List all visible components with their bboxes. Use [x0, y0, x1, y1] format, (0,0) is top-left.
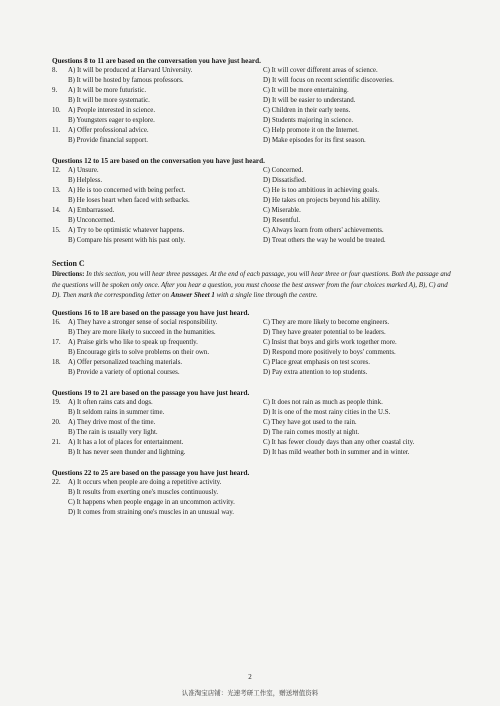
question-group-16-18 — [52, 318, 456, 378]
question-row: C) It happens when people engage in an uncommon activity. — [68, 498, 235, 506]
question-row: 14. A) Embarrassed. C) Miserable. — [52, 207, 301, 214]
directions — [52, 270, 456, 302]
question-row: B) They are more likely to succeed in the humanities. D) They have greater potential to be leaders. — [68, 328, 386, 336]
question-row: B) Provide a variety of optional courses. D) Pay extra attention to top students. — [68, 368, 368, 376]
directions-text: In this section, you will hear three passages. At the end of each passage, you will hear three or four questions. Both the passage and the questions will be spoken only once. After you hear a question, you must choose the best answer from the four choices marked A), B), C) and D). Then mark the corresponding letter on — [52, 271, 451, 299]
question-row: 22. A) It occurs when people are doing a repetitive activity. — [52, 478, 222, 486]
question-row: B) Unconcerned. D) Resentful. — [68, 217, 301, 224]
question-row: 19. A) It often rains cats and dogs. C) It does not rain as much as people think. — [52, 398, 383, 406]
question-row: 13. A) He is too concerned with being perfect. C) He is too ambitious in achieving goals. — [52, 187, 379, 194]
question-group-heading: Questions 12 to 15 are based on the conversation you have just heard. — [52, 157, 265, 165]
question-row: B) Helpless. D) Dissatisfied. — [68, 177, 307, 184]
page-number: 2 — [248, 673, 252, 681]
question-row: 10. A) People interested in science. C) Children in their early teens. — [52, 107, 351, 114]
question-group-8-11 — [52, 66, 456, 146]
directions-label: Directions: — [52, 271, 85, 278]
question-row: 18. A) Offer personalized teaching materials. C) Place great emphasis on test scores. — [52, 358, 370, 366]
question-row: D) It comes from straining one's muscles in an unusual way. — [68, 508, 234, 516]
question-row: 9. A) It will be more futuristic. C) It will be more entertaining. — [52, 87, 349, 94]
question-group-19-21 — [52, 398, 456, 458]
question-row: B) It results from exerting one's muscles continuously. — [68, 488, 219, 496]
question-row: B) Youngsters eager to explore. D) Students majoring in science. — [68, 117, 354, 124]
question-row: 21. A) It has a lot of places for entertainment. C) It has fewer cloudy days than any other coastal city. — [52, 438, 415, 446]
question-row: B) He loses heart when faced with setbacks. D) He takes on projects beyond his ability. — [68, 197, 381, 204]
question-row: 11. A) Offer professional advice. C) Help promote it on the Internet. — [52, 127, 359, 134]
question-group-heading: Questions 16 to 18 are based on the passage you have just heard. — [52, 308, 250, 317]
question-group-heading: Questions 22 to 25 are based on the passage you have just heard. — [52, 468, 250, 477]
question-row: 20. A) They drive most of the time. C) They have got used to the rain. — [52, 418, 357, 426]
question-row: 17. A) Praise girls who like to speak up frequently. C) Insist that boys and girls work together more. — [52, 338, 397, 346]
question-row: B) It has never seen thunder and lightning. D) It has mild weather both in summer and in winter. — [68, 448, 410, 456]
question-group-heading: Questions 8 to 11 are based on the conversation you have just heard. — [52, 57, 261, 65]
question-group-22-25 — [52, 478, 456, 518]
footer-watermark: 认准淘宝店铺：光速考研工作室，赠送增值资料 — [181, 689, 319, 697]
question-row: B) It will be more systematic. D) It will be easier to understand. — [68, 97, 356, 104]
question-row: 12. A) Unsure. C) Concerned. — [52, 167, 304, 174]
answer-sheet-ref: Answer Sheet 1 — [170, 292, 215, 299]
question-group-heading: Questions 19 to 21 are based on the passage you have just heard. — [52, 388, 250, 397]
question-row: B) It seldom rains in summer time. D) It is one of the most rainy cities in the U.S. — [68, 408, 391, 416]
question-row: B) Provide financial support. D) Make episodes for its first season. — [68, 137, 366, 144]
question-row: 16. A) They have a stronger sense of social responsibility. C) They are more likely to become engineers. — [52, 318, 390, 326]
question-row: 8. A) It will be produced at Harvard University. C) It will cover different areas of science. — [52, 67, 378, 74]
question-row: B) It will be hosted by famous professors. D) It will focus on recent scientific discoveries. — [68, 77, 394, 84]
question-row: B) Encourage girls to solve problems on their own. D) Respond more positively to boys' comments. — [68, 348, 396, 356]
directions-tail: with a single line through the centre. — [216, 292, 318, 299]
question-group-12-15 — [52, 166, 456, 246]
section-title: Section C — [52, 259, 85, 268]
question-row: 15. A) Try to be optimistic whatever happens. C) Always learn from others' achievements. — [52, 227, 384, 234]
question-row: B) The rain is usually very light. D) The rain comes mostly at night. — [68, 428, 360, 436]
question-row: B) Compare his present with his past only. D) Treat others the way he would be treated. — [68, 237, 386, 244]
